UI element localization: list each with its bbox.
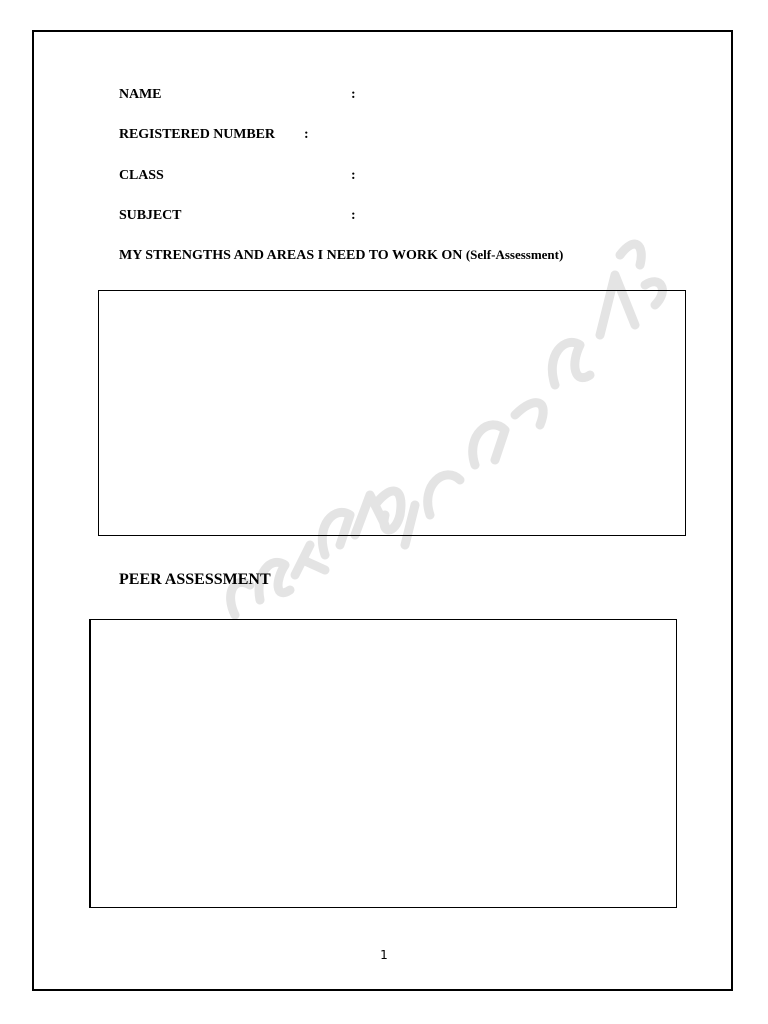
registered-number-colon: : (304, 127, 309, 142)
registered-number-label: REGISTERED NUMBER (119, 127, 275, 142)
self-assessment-box[interactable] (98, 290, 686, 536)
name-label: NAME (119, 87, 162, 102)
peer-assessment-box[interactable] (89, 619, 677, 908)
self-assessment-subtitle: (Self-Assessment) (465, 247, 564, 262)
peer-assessment-heading: PEER ASSESSMENT (119, 571, 271, 588)
self-assessment-title: MY STRENGTHS AND AREAS I NEED TO WORK ON (119, 248, 463, 263)
name-colon: : (351, 87, 356, 102)
class-colon: : (351, 168, 356, 183)
class-label: CLASS (119, 168, 164, 183)
subject-colon: : (351, 208, 356, 223)
page-number: 1 (380, 948, 388, 962)
subject-label: SUBJECT (119, 208, 182, 223)
self-assessment-heading (119, 247, 563, 264)
